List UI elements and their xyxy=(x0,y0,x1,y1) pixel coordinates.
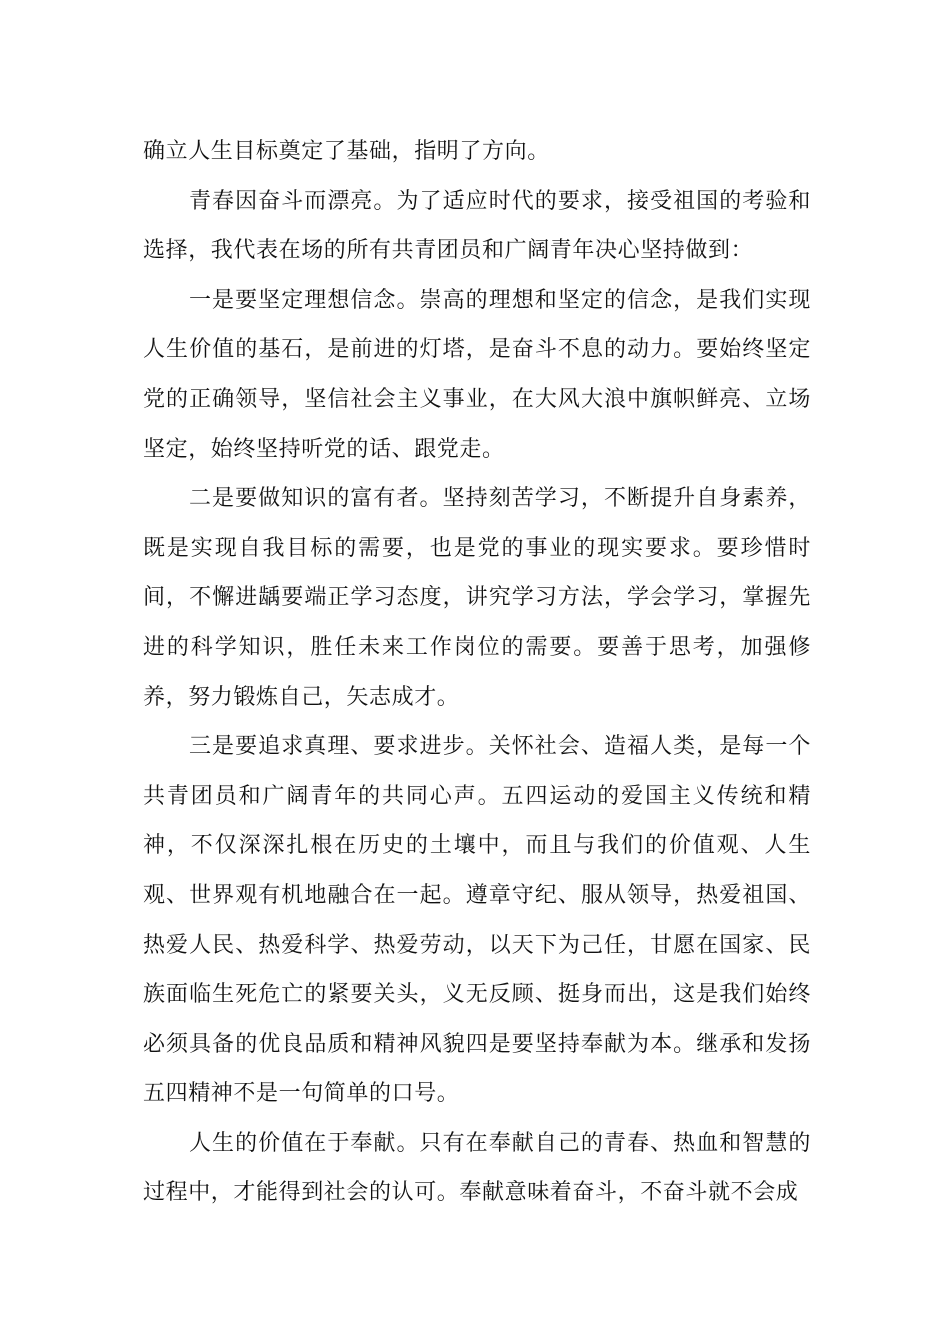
paragraph-dedication: 人生的价值在于奉献。只有在奉献自己的青春、热血和智慧的过程中，才能得到社会的认可。奉献意味着奋斗，不奋斗就不会成 xyxy=(143,1130,811,1206)
paragraph-youth-struggle: 青春因奋斗而漂亮。为了适应时代的要求，接受祖国的考验和选择，我代表在场的所有共青团员和广阔青年决心坚持做到： xyxy=(143,188,811,264)
paragraph-ideals: 一是要坚定理想信念。崇高的理想和坚定的信念，是我们实现人生价值的基石，是前进的灯塔，是奋斗不息的动力。要始终坚定党的正确领导，坚信社会主义事业，在大风大浪中旗帜鲜亮、立场坚定，始终坚持听党的话、跟党走。 xyxy=(143,287,811,462)
paragraph-continuation: 确立人生目标奠定了基础，指明了方向。 xyxy=(143,139,550,164)
paragraph-truth-progress: 三是要追求真理、要求进步。关怀社会、造福人类，是每一个共青团员和广阔青年的共同心声。五四运动的爱国主义传统和精神，不仅深深扎根在历史的土壤中，而且与我们的价值观、人生观、世界观有机地融合在一起。遵章守纪、服从领导，热爱祖国、热爱人民、热爱科学、热爱劳动，以天下为己任，甘愿在国家、民族面临生死危亡的紧要关头，义无反顾、挺身而出，这是我们始终必须具备的优良品质和精神风貌四是要坚持奉献为本。继承和发扬五四精神不是一句简单的口号。 xyxy=(143,734,811,1107)
paragraph-knowledge: 二是要做知识的富有者。坚持刻苦学习，不断提升自身素养，既是实现自我目标的需要，也是党的事业的现实要求。要珍惜时间，不懈进龋要端正学习态度，讲究学习方法，学会学习，掌握先进的科学知识，胜任未来工作岗位的需要。要善于思考，加强修养，努力锻炼自己，矢志成才。 xyxy=(143,486,811,710)
body-text xyxy=(143,127,811,1218)
